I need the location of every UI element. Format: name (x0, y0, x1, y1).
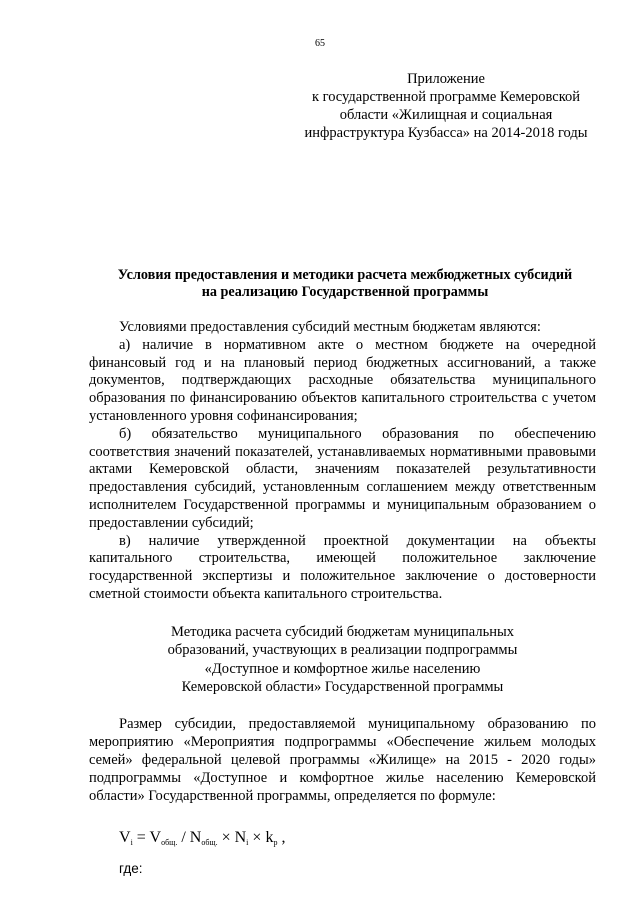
where-label: где: (119, 861, 143, 877)
appendix-header (290, 70, 602, 142)
formula-symbol: k (265, 829, 274, 847)
intro-paragraph: Условиями предоставления субсидий местным бюджетам являются: (119, 319, 541, 335)
formula-subscript: i (130, 838, 133, 848)
appendix-line: Приложение (407, 71, 485, 87)
formula-operator: × (248, 829, 266, 847)
formula-operator: × (217, 829, 235, 847)
page-number: 65 (315, 38, 325, 49)
method-title (89, 623, 596, 697)
document-title (80, 267, 610, 301)
title-line: Условия предоставления и методики расчета межбюджетных субсидий (117, 267, 573, 283)
condition-b: б) обязательство муниципального образования по обеспечению соответствия значений показателей, устанавливаемых нормативными правовыми актами Кемеровской области, значениям показателей результативности предоставления субсидий, установленным соглашением между ответственным исполнителем Государственной программы и муниципальным образованием о предоставлении субсидий; (89, 425, 596, 531)
method-title-line: Кемеровской области» Государственной программы (181, 678, 504, 695)
appendix-line: области «Жилищная и социальная (339, 107, 553, 123)
formula-symbol: N (234, 829, 247, 847)
formula-operator: / (177, 829, 190, 847)
formula-subscript: i (246, 838, 249, 848)
condition-a: а) наличие в нормативном акте о местном бюджете на очередной финансовый год и на плановый период бюджетных ассигнований, а также документов, подтверждающих расходные обязательства муниципального образования по финансированию объектов капитального строительства с учетом установленного уровня софинансирования; (89, 336, 596, 424)
title-line: на реализацию Государственной программы (201, 284, 489, 300)
document-body (89, 319, 596, 878)
formula-subscript: p (273, 838, 278, 848)
method-title-line: «Доступное и комфортное жилье населению (204, 660, 481, 677)
method-title-line: образований, участвующих в реализации подпрограммы (167, 642, 518, 659)
formula-symbol: V (149, 829, 162, 847)
formula-operator: , (277, 829, 286, 847)
formula-operator: = (132, 829, 150, 847)
method-title-line: Методика расчета субсидий бюджетам муниципальных (171, 623, 514, 640)
formula-subscript: общ. (201, 838, 218, 848)
subsidy-formula (119, 827, 596, 854)
appendix-line: инфраструктура Кузбасса» на 2014-2018 годы (304, 125, 588, 141)
formula-symbol: V (119, 829, 131, 847)
method-paragraph: Размер субсидии, предоставляемой муниципальному образованию по мероприятию «Мероприятия подпрограммы «Обеспечение жильем молодых семей» федеральной целевой программы «Жилище» на 2015 - 2020 годы» подпрограммы «Доступное и комфортное жилье населению Кемеровской области» Государственной программы, определяется по формуле: (89, 716, 596, 804)
formula-subscript: общ. (161, 838, 178, 848)
appendix-line: к государственной программе Кемеровской (311, 89, 581, 105)
formula-symbol: N (189, 829, 202, 847)
condition-c: в) наличие утвержденной проектной документации на объекты капитального строительства, имеющей положительное заключение государственной экспертизы и положительное заключение о достоверности сметной стоимости объекта капитального строительства. (89, 532, 596, 602)
